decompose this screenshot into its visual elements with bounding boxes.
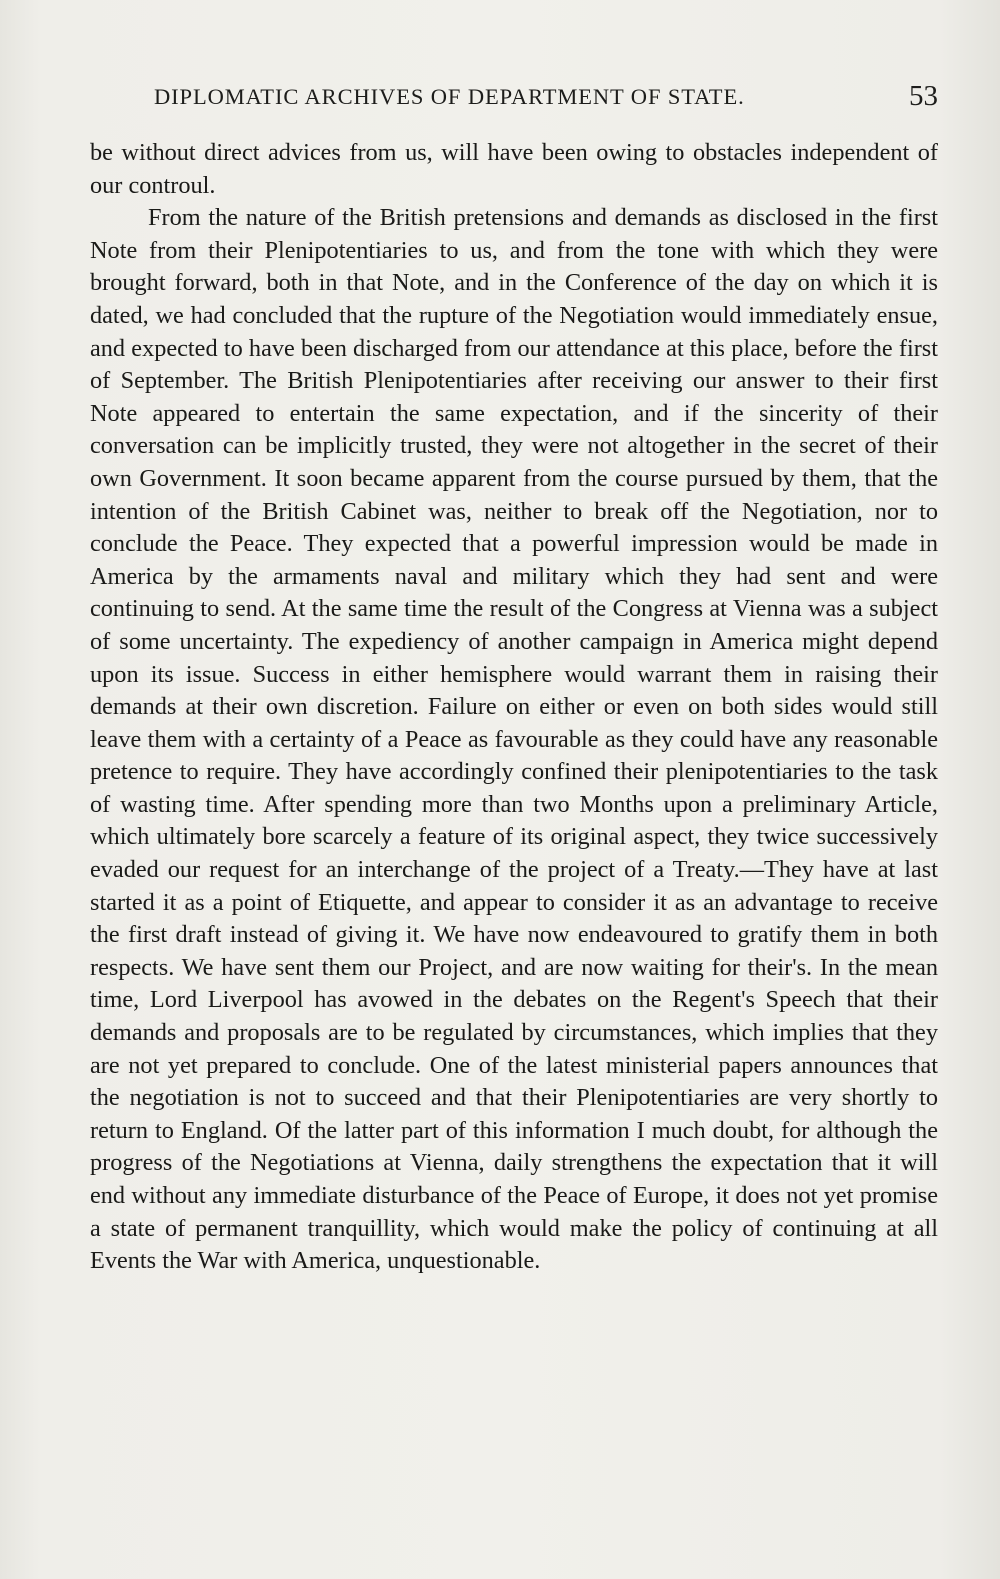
page-header — [90, 78, 938, 128]
page-number: 53 — [909, 80, 938, 112]
paragraph-continuation: be without direct advices from us, will have been owing to obstacles independent of our controul. — [90, 139, 938, 199]
paragraph-main: From the nature of the British pretensions and demands as disclosed in the first Note from their Plenipotentiaries to us, and from the tone with which they were brought forward, both in that Note, and in the Conference of the day on which it is dated, we had concluded that the rupture of the Negotiation would immediately ensue, and expected to have been discharged from our attendance at this place, before the first of September. The British Plenipotentiaries after receiving our answer to their first Note appeared to entertain the same expectation, and if the sincerity of their conversation can be implicitly trusted, they were not altogether in the secret of their own Government. It soon became apparent from the course pursued by them, that the intention of the British Cabinet was, neither to break off the Negotiation, nor to conclude the Peace. They expected that a powerful impression would be made in America by the armaments naval and military which they had sent and were continuing to send. At the same time the result of the Congress at Vienna was a subject of some uncertainty. The expediency of another campaign in America might depend upon its issue. Success in either hemisphere would warrant them in raising their demands at their own discretion. Failure on either or even on both sides would still leave them with a certainty of a Peace as favourable as they could have any reasonable pretence to require. They have accordingly confined their plenipotentiaries to the task of wasting time. After spending more than two Months upon a preliminary Article, which ultimately bore scarcely a feature of its original aspect, they twice successively evaded our request for an interchange of the project of a Treaty.—They have at last started it as a point of Etiquette, and appear to consider it as an advantage to receive the first draft instead of giving it. We have now endeavoured to gratify them in both respects. We have sent them our Project, and are now waiting for their's. In the mean time, Lord Liverpool has avowed in the debates on the Regent's Speech that their demands and proposals are to be regulated by circumstances, which implies that they are not yet prepared to conclude. One of the latest ministerial papers announces that the negotiation is not to succeed and that their Plenipotentiaries are very shortly to return to England. Of the latter part of this information I much doubt, for although the progress of the Negotiations at Vienna, daily strengthens the expectation that it will end without any immediate disturbance of the Peace of Europe, it does not yet promise a state of permanent tranquillity, which would make the policy of continuing at all Events the War with America, unquestionable. — [90, 204, 938, 1275]
body-text — [90, 137, 938, 1278]
running-head: DIPLOMATIC ARCHIVES OF DEPARTMENT OF STATE. — [154, 84, 745, 109]
